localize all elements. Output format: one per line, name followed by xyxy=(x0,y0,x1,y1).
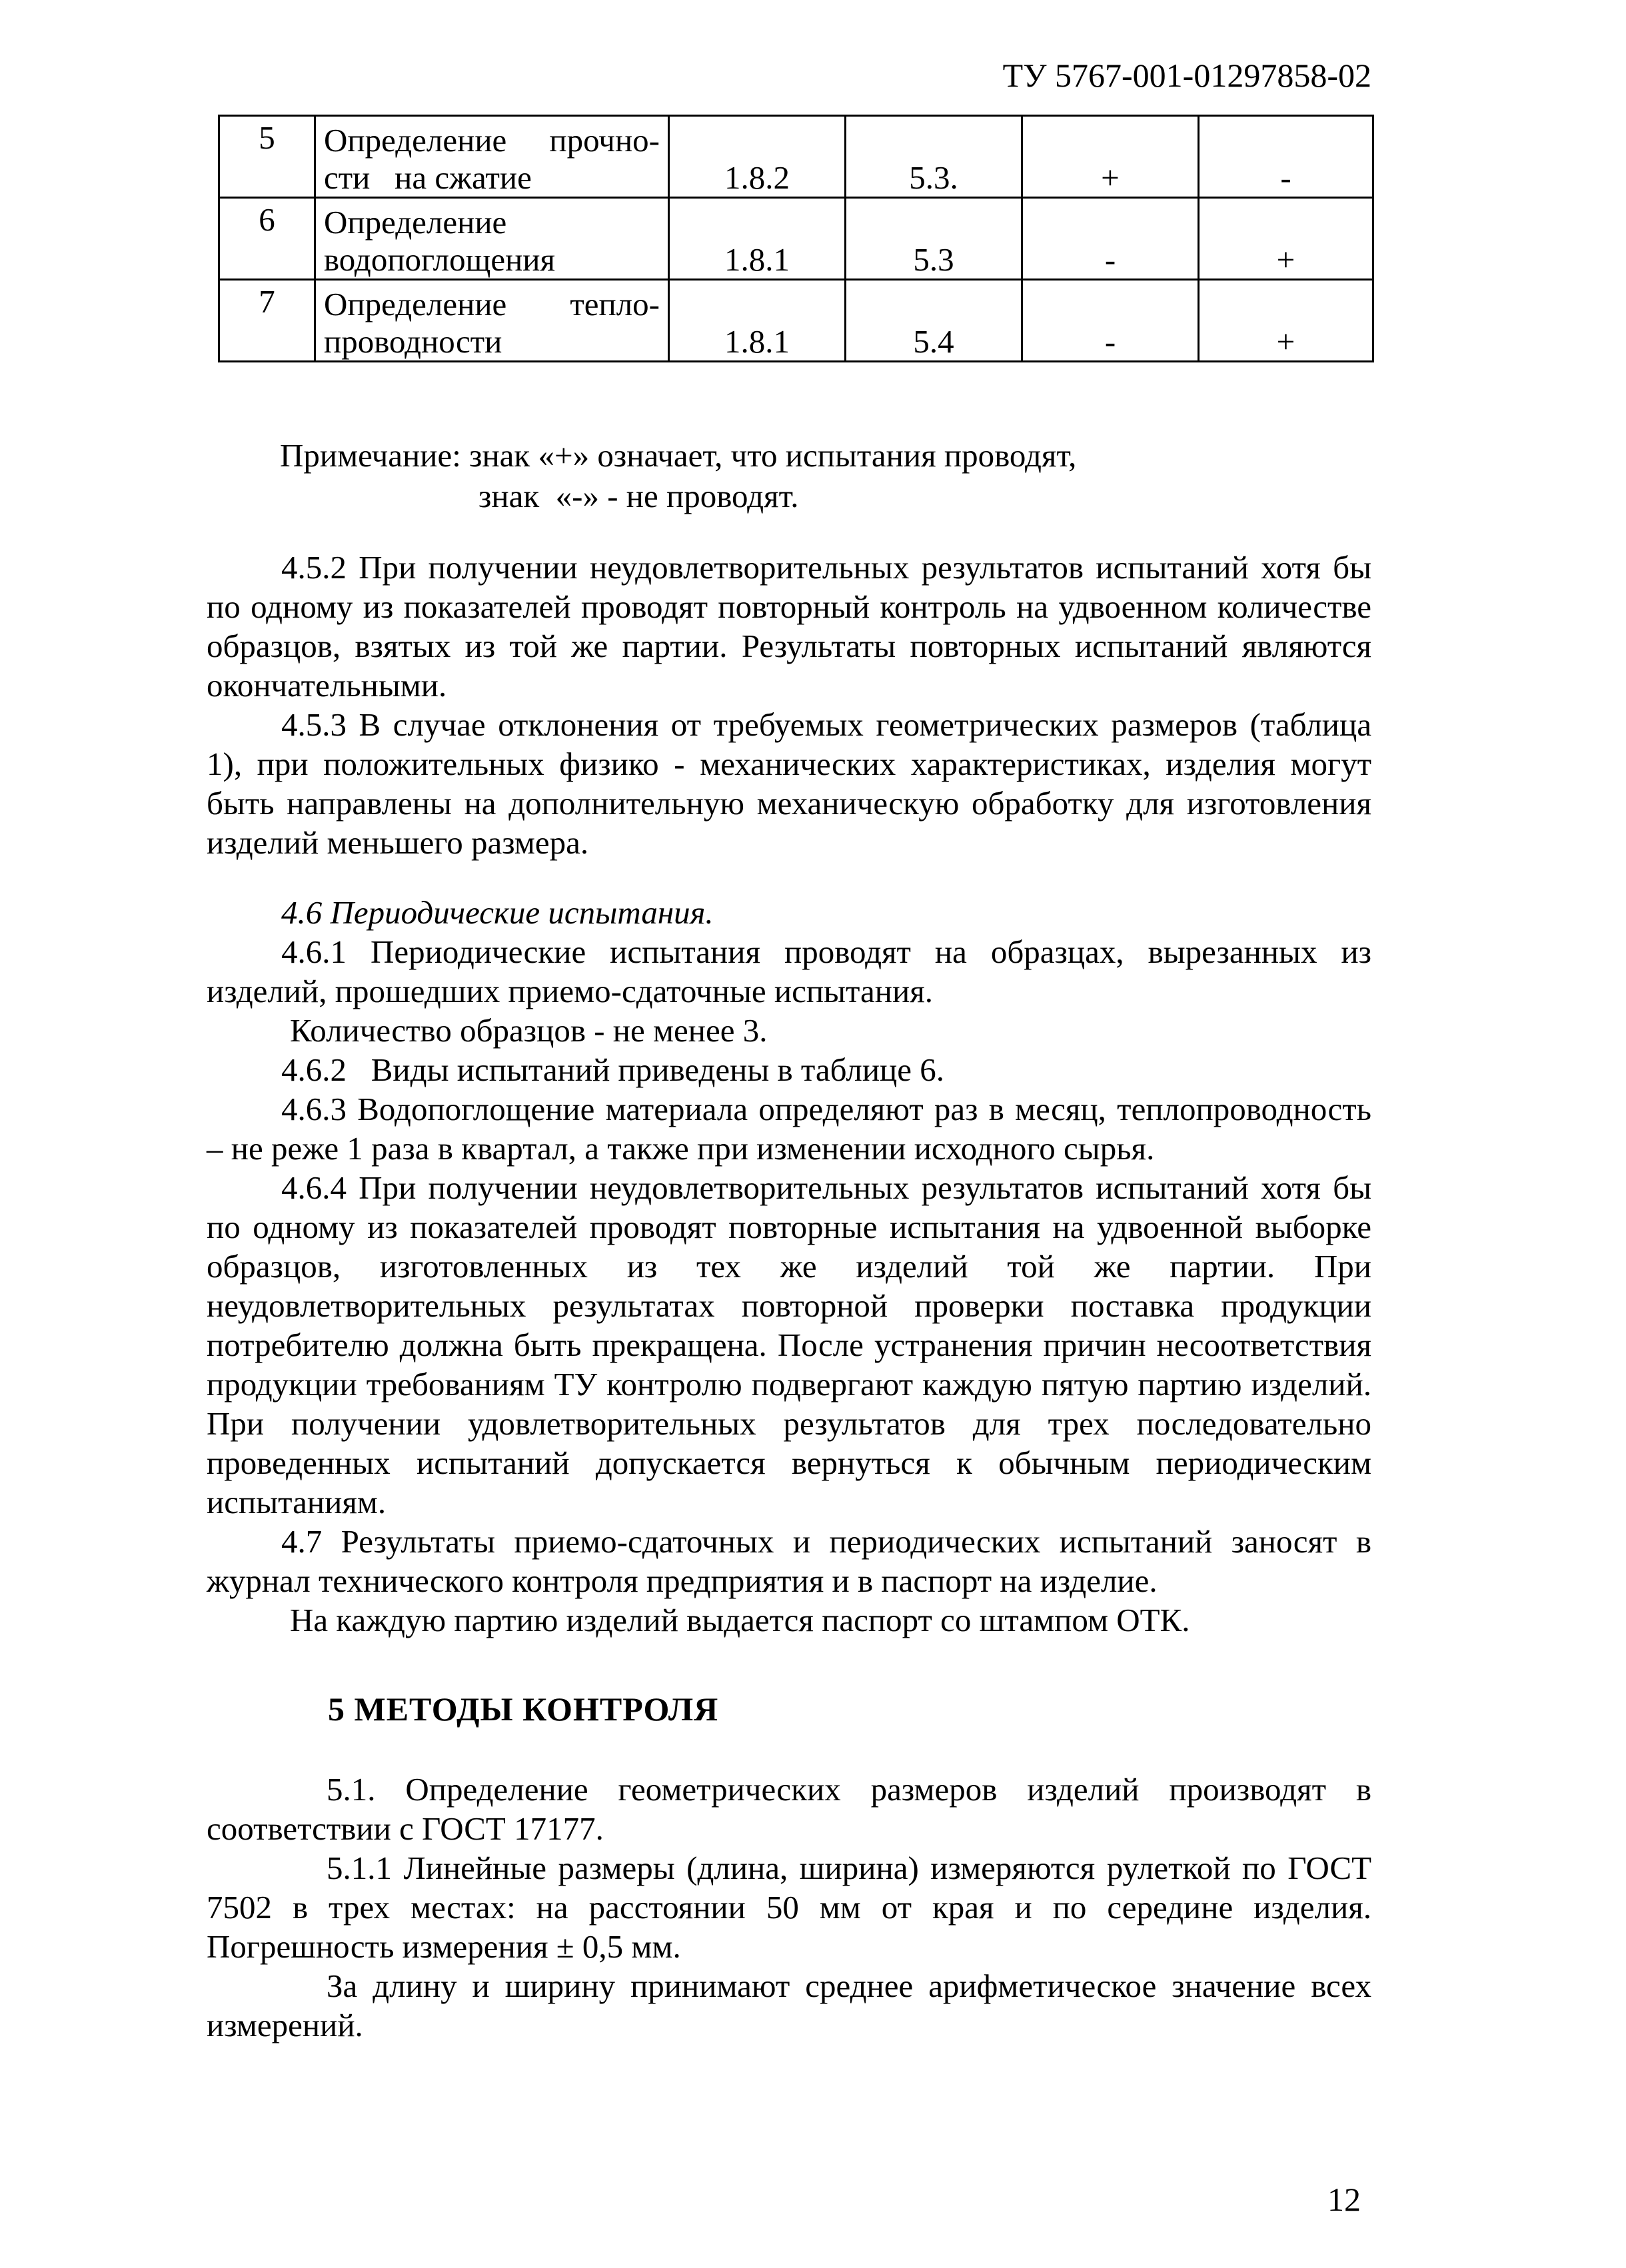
row-number: 6 xyxy=(219,198,315,280)
paragraph-5-1-1-average: За длину и ширину принимают среднее арифметическое значение всех измерений. xyxy=(207,1968,1371,2043)
paragraph-4-6-1-count: Количество образцов - не менее 3. xyxy=(290,1012,768,1049)
acceptance-test-mark: + xyxy=(1022,116,1199,198)
document-code: ТУ 5767-001-01297858-02 xyxy=(1002,57,1371,94)
periodic-test-mark: + xyxy=(1199,280,1373,362)
test-name xyxy=(315,280,669,362)
test-name xyxy=(315,198,669,280)
table-note-line: знак «-» - не проводят. xyxy=(478,478,799,514)
test-name-line: Определение xyxy=(324,204,507,241)
body-text xyxy=(207,1770,1371,2045)
test-method-clause: 5.3 xyxy=(846,198,1022,280)
test-method-clause: 5.3. xyxy=(846,116,1022,198)
test-name-line: проводности xyxy=(324,323,502,360)
test-name-line: сти на сжатие xyxy=(324,159,532,196)
requirement-clause: 1.8.1 xyxy=(669,198,846,280)
paragraph-4-6-4: 4.6.4 При получении неудовлетворительных результатов испытаний хотя бы по одному из показателей проводят повторные испытания на удвоенной выборке образцов, изготовленных из тех же изделий той же партии. При неудовлетворительных результатах повторной проверки поставка продукции потребителю должна быть прекращена. После устранения причин несоответствия продукции требованиям ТУ контролю подвергают каждую пятую партию изделий. При получении удовлетворительных результатов для трех последовательно проведенных испытаний допускается вернуться к обычным периодическим испытаниям. xyxy=(207,1169,1371,1520)
page-number: 12 xyxy=(1327,2181,1361,2218)
paragraph-4-5-3: 4.5.3 В случае отклонения от требуемых геометрических размеров (таблица 1), при положительных физико - механических характеристиках, изделия могут быть направлены на дополнительную механическую обработку для изготовления изделий меньшего размера. xyxy=(207,706,1371,861)
acceptance-test-mark: - xyxy=(1022,198,1199,280)
paragraph-4-6-1: 4.6.1 Периодические испытания проводят на образцах, вырезанных из изделий, прошедших приемо-сдаточные испытания. xyxy=(207,933,1371,1009)
body-text xyxy=(207,893,1371,1640)
row-number: 7 xyxy=(219,280,315,362)
test-method-clause: 5.4 xyxy=(846,280,1022,362)
section-heading-4-6: 4.6 Периодические испытания. xyxy=(281,894,714,931)
table-row xyxy=(219,116,1373,198)
test-name xyxy=(315,116,669,198)
paragraph-5-1: 5.1. Определение геометрических размеров изделий производят в соответствии с ГОСТ 17177. xyxy=(207,1771,1371,1847)
test-name-line: Определение тепло- xyxy=(324,286,660,322)
table-note-line: Примечание: знак «+» означает, что испытания проводят, xyxy=(280,437,1077,474)
paragraph-4-5-2: 4.5.2 При получении неудовлетворительных результатов испытаний хотя бы по одному из показателей проводят повторный контроль на удвоенном количестве образцов, взятых из той же партии. Результаты повторных испытаний являются окончательными. xyxy=(207,549,1371,704)
paragraph-4-6-2: 4.6.2 Виды испытаний приведены в таблице 6. xyxy=(281,1051,945,1088)
tests-table xyxy=(218,115,1374,362)
acceptance-test-mark: - xyxy=(1022,280,1199,362)
test-name-line: водопоглощения xyxy=(324,241,556,278)
paragraph-4-7-passport: На каждую партию изделий выдается паспорт со штампом ОТК. xyxy=(290,1602,1190,1638)
table-row xyxy=(219,198,1373,280)
section-heading-5: 5 МЕТОДЫ КОНТРОЛЯ xyxy=(328,1690,719,1728)
row-number: 5 xyxy=(219,116,315,198)
requirement-clause: 1.8.2 xyxy=(669,116,846,198)
table-row xyxy=(219,280,1373,362)
requirement-clause: 1.8.1 xyxy=(669,280,846,362)
paragraph-5-1-1: 5.1.1 Линейные размеры (длина, ширина) измеряются рулеткой по ГОСТ 7502 в трех местах: на расстоянии 50 мм от края и по середине изделия. Погрешность измерения ± 0,5 мм. xyxy=(207,1850,1371,1965)
test-name-line: Определение прочно- xyxy=(324,122,660,159)
periodic-test-mark: + xyxy=(1199,198,1373,280)
paragraph-4-7: 4.7 Результаты приемо-сдаточных и периодических испытаний заносят в журнал технического контроля предприятия и в паспорт на изделие. xyxy=(207,1523,1371,1599)
periodic-test-mark: - xyxy=(1199,116,1373,198)
body-text xyxy=(207,548,1371,862)
paragraph-4-6-3: 4.6.3 Водопоглощение материала определяют раз в месяц, теплопроводность – не реже 1 раза в квартал, а также при изменении исходного сырья. xyxy=(207,1091,1371,1167)
